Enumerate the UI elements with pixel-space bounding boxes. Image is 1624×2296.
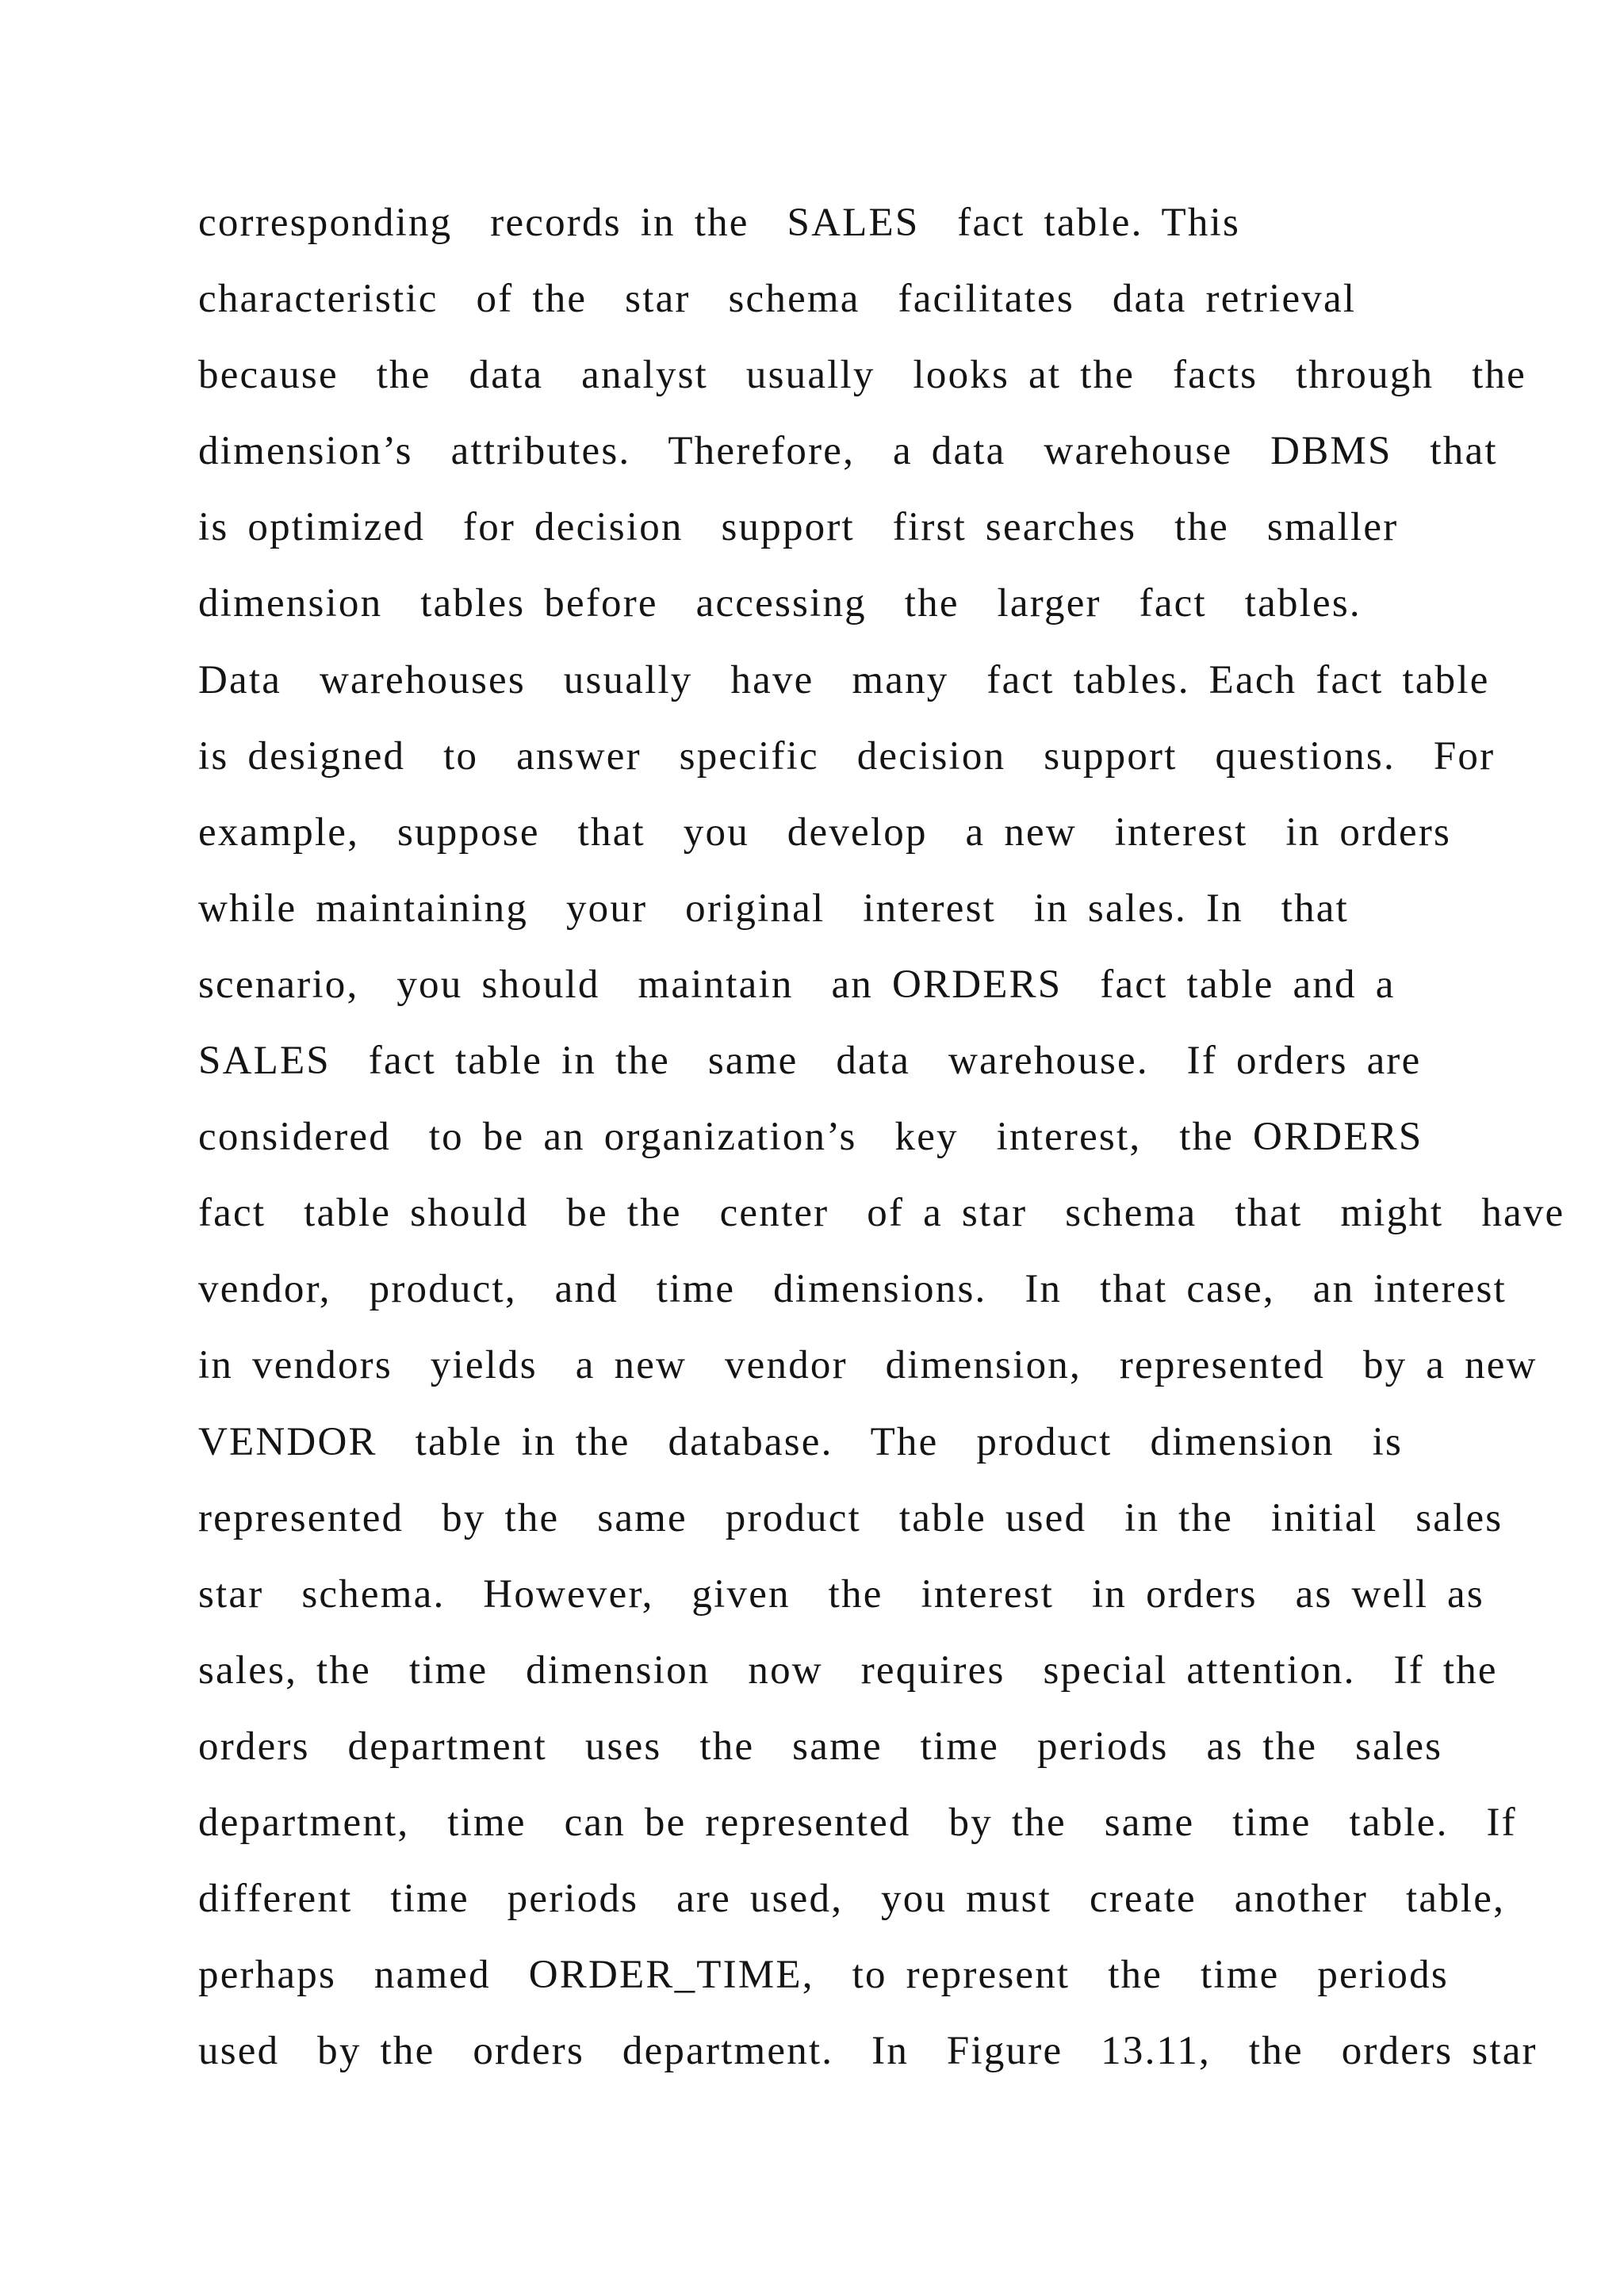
text-line: dimension’s attributes. Therefore, a data warehouse DBMS that [198, 429, 1498, 474]
text-line: represented by the same product table used in the initial sales [198, 1495, 1503, 1540]
text-line: Data warehouses usually have many fact tables. Each fact table [198, 657, 1490, 702]
text-line: fact table should be the center of a star schema that might have [198, 1191, 1565, 1236]
text-line: SALES fact table in the same data warehouse. If orders are [198, 1039, 1422, 1084]
text-line: is optimized for decision support first searches the smaller [198, 505, 1399, 550]
text-line: sales, the time dimension now requires special attention. If the [198, 1647, 1498, 1693]
text-line: VENDOR table in the database. The product dimension is [198, 1419, 1404, 1464]
text-line: perhaps named ORDER_TIME, to represent the time periods [198, 1953, 1449, 1998]
text-line: department, time can be represented by the same time table. If [198, 1800, 1517, 1845]
text-line: vendor, product, and time dimensions. In that case, an interest [198, 1267, 1507, 1312]
body-text [198, 185, 1565, 2089]
text-line: different time periods are used, you must create another table, [198, 1877, 1506, 1922]
text-line: orders department uses the same time periods as the sales [198, 1724, 1443, 1769]
text-line: scenario, you should maintain an ORDERS fact table and a [198, 962, 1396, 1007]
text-line: because the data analyst usually looks at the facts through the [198, 353, 1526, 398]
text-line: while maintaining your original interest in sales. In that [198, 886, 1350, 931]
text-line: is designed to answer specific decision support questions. For [198, 733, 1496, 779]
text-line: used by the orders department. In Figure 13.11, the orders star [198, 2029, 1538, 2074]
text-line: dimension tables before accessing the larger fact tables. [198, 581, 1362, 626]
text-line: in vendors yields a new vendor dimension, represented by a new [198, 1343, 1538, 1388]
text-line: corresponding records in the SALES fact table. This [198, 201, 1241, 245]
text-line: example, suppose that you develop a new interest in orders [198, 809, 1452, 855]
text-line: considered to be an organization’s key interest, the ORDERS [198, 1115, 1423, 1160]
text-line: star schema. However, given the interest in orders as well as [198, 1571, 1484, 1617]
text-line: characteristic of the star schema facilitates data retrieval [198, 277, 1357, 322]
